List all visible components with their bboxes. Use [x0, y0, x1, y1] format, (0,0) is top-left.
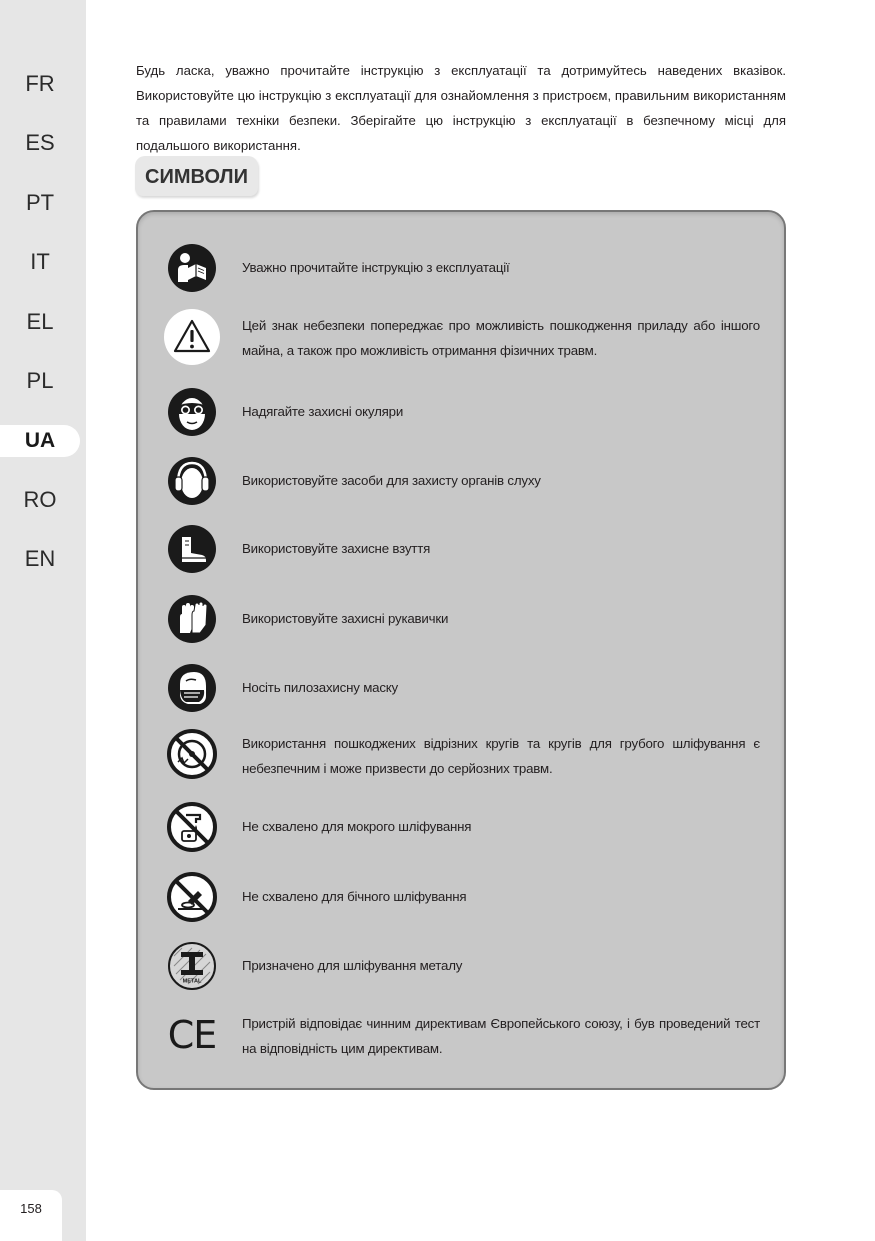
lang-tab-ro[interactable]: RO	[23, 487, 57, 512]
ce-mark-icon	[166, 1008, 218, 1060]
symbol-text: Використовуйте захисне взуття	[242, 541, 431, 556]
section-title: СИМВОЛИ	[135, 156, 258, 196]
lang-tab-es[interactable]: ES	[25, 130, 55, 155]
warning-triangle-icon	[163, 308, 221, 366]
language-sidebar	[0, 0, 86, 1241]
metal-badge-label: METAL	[182, 978, 202, 985]
metal-grinding-icon	[166, 940, 218, 992]
symbol-text: Не схвалено для бічного шліфування	[242, 889, 467, 904]
symbol-text: Не схвалено для мокрого шліфування	[242, 819, 472, 834]
no-wet-grinding-icon	[166, 801, 218, 853]
page-number: 158	[0, 1190, 62, 1241]
ear-protection-icon	[166, 455, 218, 507]
symbol-text: Використовуйте засоби для захисту органів слуху	[242, 473, 541, 488]
ce-mark-label: CE	[167, 1013, 217, 1057]
lang-tab-it[interactable]: IT	[30, 249, 50, 274]
lang-tab-el[interactable]: EL	[26, 309, 54, 334]
symbol-text: Призначено для шліфування металу	[242, 958, 463, 973]
symbol-text: Використовуйте захисні рукавички	[242, 611, 449, 626]
lang-tab-fr[interactable]: FR	[25, 71, 55, 96]
lang-tab-ua-active[interactable]: UA	[0, 425, 80, 457]
symbol-text: Надягайте захисні окуляри	[242, 404, 404, 419]
symbol-text: Пристрій відповідає чинним директивам Європейського союзу, і був проведений тест на відповідність цим директивам.	[242, 1016, 760, 1056]
symbols-panel	[136, 210, 786, 1090]
lang-tab-pl[interactable]: PL	[26, 368, 54, 393]
safety-boots-icon	[166, 523, 218, 575]
read-manual-icon	[166, 242, 218, 294]
intro-paragraph: Будь ласка, уважно прочитайте інструкцію з експлуатації та дотримуйтесь наведених вказівок. Використовуйте цю інструкцію з експлуатації для ознайомлення з пристроєм, правильним використанням та правилами техніки безпеки. Зберігайте цю інструкцію з експлуатації в безпечному місці для подальшого використання.	[136, 63, 786, 153]
lang-tab-pt[interactable]: PT	[25, 190, 55, 215]
safety-goggles-icon	[166, 386, 218, 438]
symbol-text: Використання пошкоджених відрізних кругів та кругів для грубого шліфування є небезпечним і може призвести до серйозних травм.	[242, 736, 760, 776]
lang-tab-en[interactable]: EN	[24, 546, 56, 571]
no-side-grinding-icon	[166, 871, 218, 923]
safety-gloves-icon	[166, 593, 218, 645]
no-damaged-disc-icon	[166, 728, 218, 780]
dust-mask-icon	[166, 662, 218, 714]
symbol-text: Цей знак небезпеки попереджає про можливість пошкодження приладу або іншого майна, а також про можливість отримання фізичних травм.	[242, 318, 760, 358]
symbol-text: Уважно прочитайте інструкцію з експлуатації	[242, 260, 510, 275]
symbol-text: Носіть пилозахисну маску	[242, 680, 398, 695]
